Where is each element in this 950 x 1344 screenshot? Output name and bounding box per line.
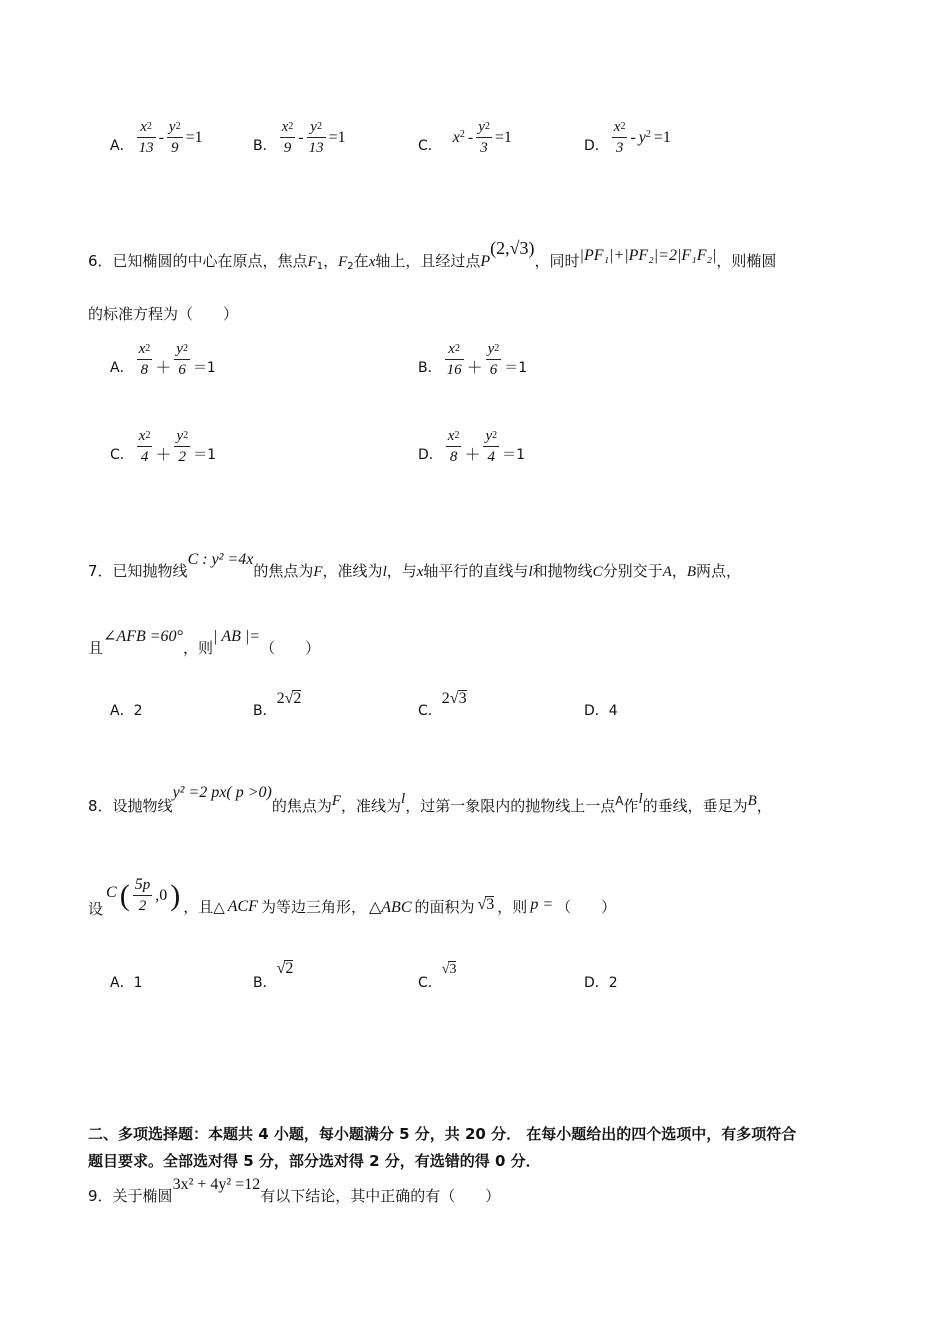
q7-curve: C : y² =4x [187, 551, 254, 568]
q7-stem-line1: 7．已知抛物线C : y² =4x的焦点为F，准线为l，与x轴平行的直线与l和抛物线C分别交于A，B两点， [88, 551, 742, 580]
q7-option-a: A．2 [110, 703, 143, 719]
q5-option-a: A． $\frac{x^2}{13}$ - $\frac{y^2}{9}$ =1 [110, 119, 203, 156]
q8-curve: y² =2 px( p >0) [172, 784, 272, 801]
q7-option-c: C．2√3 [418, 690, 467, 719]
q8-option-b: B．√2 [253, 960, 294, 991]
q5-option-d: D． $\frac{x^2}{3}$ - $y^2$ =1 [584, 119, 671, 156]
q6-condition: |PF₁|+|PF₂|=2|F₁F₂| [579, 247, 717, 264]
q9-equation: 3x² + 4y² =12 [172, 1176, 261, 1193]
q5-option-b: B． $\frac{x^2}{9}$ - $\frac{y^2}{13}$ =1 [253, 119, 346, 156]
q5-option-c: C． $x^2$ - $\frac{y^2}{3}$ =1 [418, 119, 512, 156]
section2-heading-line2: 题目要求。全部选对得 5 分，部分选对得 2 分，有选错的得 0 分． [88, 1152, 541, 1170]
q6-point: (2,√3) [490, 238, 535, 258]
q7-option-d: D．4 [584, 703, 618, 719]
q7-stem-line2: 且∠AFB =60°，则| AB |=（ ） [88, 628, 321, 657]
q6-stem-line2: 的标准方程为（ ） [88, 305, 239, 323]
q8-option-a: A．1 [110, 975, 143, 991]
q6-option-b: B． $\frac{x^2}{16}$ ＋ $\frac{y^2}{6}$ ＝1 [418, 341, 528, 378]
q7-angle: ∠AFB =60° [103, 628, 183, 645]
q8-option-c: C．√3 [418, 962, 457, 991]
q8-stem-line1: 8．设抛物线y² =2 px( p >0)的焦点为F，准线为l，过第一象限内的抛物线上一点$^A$作l的垂线，垂足为B， [88, 784, 772, 815]
q9-stem: 9．关于椭圆3x² + 4y² =12有以下结论，其中正确的有（ ） [88, 1176, 501, 1205]
q6-option-c: C． $\frac{x^2}{4}$ ＋ $\frac{y^2}{2}$ ＝1 [110, 428, 217, 465]
q8-option-d: D．2 [584, 975, 618, 991]
q7-ab: | AB |= [212, 628, 261, 645]
q6-stem-line1: 6．已知椭圆的中心在原点，焦点$F_1$，$F_2$在x轴上，且经过点P(2,√3)，同时|PF₁|+|PF₂|=2|F₁F₂|，则椭圆 [88, 238, 777, 272]
q6-option-a: A． $\frac{x^2}{8}$ ＋ $\frac{y^2}{6}$ ＝1 [110, 341, 216, 378]
section2-heading-line1: 二、多项选择题：本题共 4 小题，每小题满分 5 分，共 20 分． 在每小题给出的四个选项中，有多项符合 [88, 1125, 797, 1143]
q6-option-d: D． $\frac{x^2}{8}$ ＋ $\frac{y^2}{4}$ ＝1 [418, 428, 526, 465]
q8-stem-line2: 设 C ( $\frac{5p}{2}$ ,0 ) ，且△ ACF 为等边三角形， △ABC 的面积为 √3 ，则 p = （ ） [88, 876, 617, 918]
q7-option-b: B．2√2 [253, 690, 302, 719]
